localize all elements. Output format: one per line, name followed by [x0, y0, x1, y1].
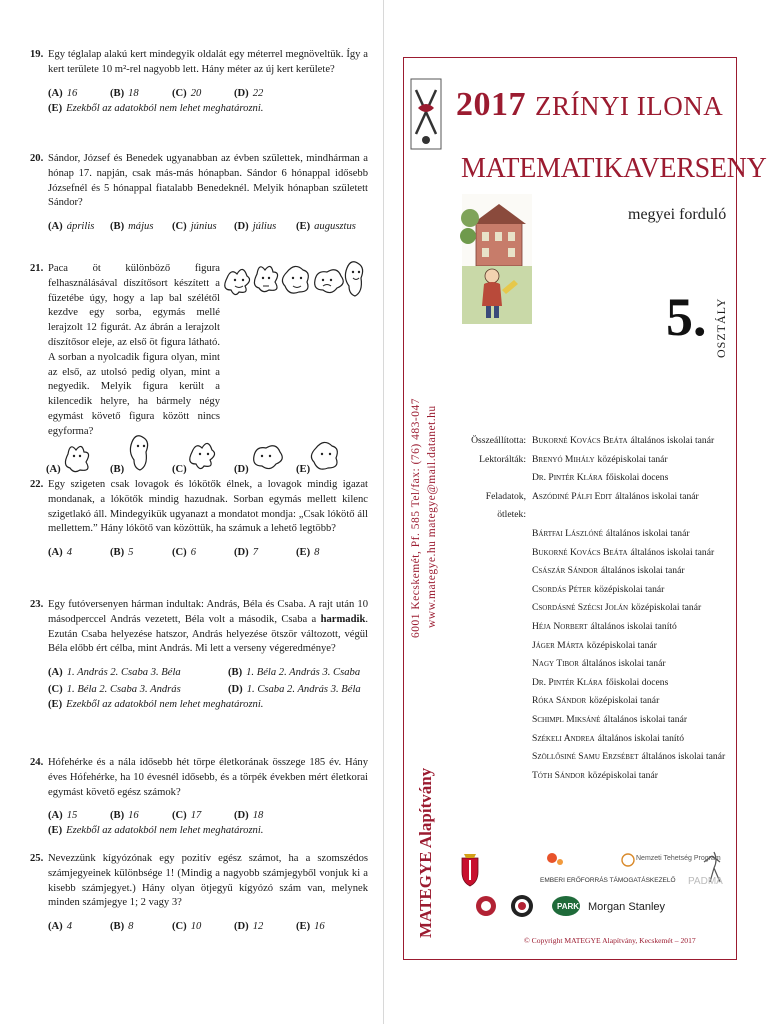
answer-b: (B) 18: [110, 87, 139, 99]
answer-options: [48, 809, 368, 839]
figure-1: [225, 269, 250, 294]
svg-text:Nemzeti Tehetség Program: Nemzeti Tehetség Program: [636, 855, 721, 862]
answer-e: (E) Ezekből az adatokból nem lehet meghatározni.: [48, 102, 264, 114]
problem-text: Hófehérke és a nála idősebb hét törpe életkorának összege 185 év. Hány éves Hófehérke, ha 10 évesnél idősebb, és a törpék években mért életkorai egymást követő egész számok?: [48, 757, 368, 798]
answer-b: (B) 8: [110, 921, 134, 933]
problem-23: [30, 598, 368, 713]
problem-number: 20.: [30, 153, 44, 164]
answer-a: (A) 16: [48, 87, 78, 99]
problem-25: [30, 852, 368, 935]
option-label-b: (B): [110, 464, 125, 475]
cover-title: [456, 86, 723, 124]
credit-row: Lektorálták: Brenyó Mihály középiskolai tanár: [479, 453, 668, 465]
option-label-d: (D): [234, 464, 249, 475]
problem-text: Nevezzünk kígyózónak egy pozitív egész számot, ha a szomszédos számjegyeinek különbsége 1! (Mindig a nagyobb számjegyből vonjuk ki a kisebb számjegyet.) Hány olyan ötjegyű kígyózó szám van, melynek minden számjegye 1; 2 vagy 3?: [48, 853, 368, 909]
answer-d: (D) július: [234, 221, 277, 233]
figure-options-svg: [48, 432, 368, 478]
figure-2: [254, 266, 277, 291]
svg-text:EMBERI ERŐFORRÁS TÁMOGATÁSKEZE: EMBERI ERŐFORRÁS TÁMOGATÁSKEZELŐ: [540, 877, 676, 884]
problem-19: [30, 48, 368, 117]
problem-20: [30, 152, 368, 235]
credit-row: Bártfai Lászlóné általános iskolai tanár: [532, 527, 690, 539]
answer-c: (C) június: [172, 221, 217, 233]
credit-row: Jáger Márta középiskolai tanár: [532, 639, 657, 651]
answer-e: (E) 16: [296, 921, 325, 933]
credit-row: Összeállította: Bukorné Kovács Beáta általános iskolai tanár: [471, 435, 715, 446]
problem-number: 23.: [30, 599, 44, 610]
copyright-text: © Copyright MATEGYE Alapítvány, Kecskemét – 2017: [524, 936, 696, 945]
credit-row: Nagy Tibor általános iskolai tanár: [532, 658, 666, 670]
option-figure-c: [190, 443, 215, 468]
credit-row: Császár Sándor általános iskolai tanár: [532, 565, 685, 577]
credit-row: Dr. Pintér Klára főiskolai docens: [532, 676, 669, 688]
credit-row: Csordásné Szécsi Jolán középiskolai tanár: [532, 602, 702, 614]
answer-e: (E) Ezekből az adatokból nem lehet meghatározni.: [48, 698, 264, 710]
coat-of-arms-icon: [462, 854, 478, 886]
option-label-c: (C): [172, 464, 187, 475]
answer-d: (D) 12: [234, 921, 264, 933]
problem-number: 24.: [30, 757, 44, 768]
option-figure-d: [254, 446, 283, 469]
problem-22: [30, 478, 368, 561]
credit-row: Székeli Andrea általános iskolai tanító: [532, 732, 685, 744]
answer-b: (B) 1. Béla 2. András 3. Csaba: [228, 667, 361, 679]
morgan-stanley-logo: Morgan Stanley: [588, 901, 666, 913]
cover-year: 2017: [456, 86, 526, 123]
problem-text: Sándor, József és Benedek ugyanabban az évben születtek, mindhárman a hónap 17. napján, csak más-más hónapban. Sándor 6 hónappal idősebb Józsefnél és 5 hónappal fiatalabb Benedeknél. Melyik hónapban született Sándor?: [48, 153, 368, 209]
figure-sequence: [223, 258, 368, 308]
credits-list: [464, 432, 734, 785]
vertical-web: www.mategye.hu mategye@mail.datanet.hu: [426, 405, 438, 628]
answer-b: (B) 16: [110, 810, 139, 822]
mategye-logo-icon: [410, 78, 442, 150]
grade-label: OSZTÁLY: [714, 297, 728, 358]
school-illustration: [462, 194, 532, 324]
answer-options: [48, 546, 368, 561]
problem-text: Egy futóversenyen hárman indultak: András, Béla és Csaba. A rajt után 10 másodperccel András vezetett, Béla volt a második, Csaba a harmadik. Ezután Csaba helyezése hatszor, András helyezése ötször változott, végül Béla előbb ért célba, mint András. Mi lett a verseny végeredménye?: [48, 599, 368, 655]
credit-row: Csordás Péter középiskolai tanár: [532, 583, 665, 595]
answer-b: (B) 5: [110, 547, 134, 559]
answer-d: (D) 22: [234, 87, 264, 99]
park-logo-icon: [552, 896, 580, 916]
answer-options: [48, 920, 368, 935]
answer-e: (E) Ezekből az adatokból nem lehet meghatározni.: [48, 825, 264, 837]
problem-number: 19.: [30, 49, 44, 60]
answer-options: [48, 87, 368, 117]
option-figure-e: [311, 442, 337, 469]
answer-c: (C) 6: [172, 547, 197, 559]
credit-row: Bukorné Kovács Beáta általános iskolai tanár: [532, 546, 715, 558]
problem-number: 21.: [30, 263, 44, 274]
answer-a: (A) 4: [48, 921, 73, 933]
answer-options: [48, 220, 368, 235]
sponsor-logos: [456, 848, 734, 928]
grade-number: 5.: [666, 287, 707, 347]
figure-answer-options: [48, 432, 368, 483]
credit-row: Szöllősiné Samu Erzsébet általános iskolai tanár: [532, 751, 726, 763]
cover-title-b: MATEMATIKAVERSENY: [461, 153, 767, 184]
black-circle-logo-icon: [511, 895, 533, 917]
credit-row: Tóth Sándor középiskolai tanár: [532, 769, 658, 781]
answer-c: (C) 1. Béla 2. Csaba 3. András: [48, 683, 181, 695]
answer-e: (E) augusztus: [296, 221, 356, 233]
problem-number: 25.: [30, 853, 44, 864]
answer-a: (A) április: [48, 221, 95, 233]
problem-text: Egy téglalap alakú kert mindegyik oldalát egy méterrel megnöveltük. Így a kert területe 10 m²-rel nagyobb lett. Hány méter az új kert kerülete?: [48, 49, 368, 75]
credit-row: Dr. Pintér Klára főiskolai docens: [532, 472, 669, 484]
credit-row: Róka Sándor középiskolai tanár: [532, 695, 660, 707]
vertical-org-name: MATEGYE Alapítvány: [416, 767, 435, 938]
answer-e: (E) 8: [296, 547, 320, 559]
problem-21: [30, 262, 220, 440]
padma-logo-text: PADMA: [688, 876, 723, 887]
figure-4: [315, 270, 344, 293]
problem-text: Egy szigeten csak lovagok és lókötők élnek, a lovagok mindig igazat mondanak, a lókötők mindig hazudnak. Sorban egymás mellett kilenc szigetlakó áll. Mindegyikük ugyanazt a mondatot mondja: „Csak lókötő áll mellettem.” Hány lókötő van közöttük, ha számuk a lehető legtöbb?: [48, 479, 368, 535]
figure-3: [282, 266, 308, 293]
credit-row: Héja Norbert általános iskolai tanító: [532, 620, 677, 632]
cover-title-a: ZRÍNYI ILONA: [535, 91, 724, 121]
answer-d: (D) 7: [234, 547, 259, 559]
answer-a: (A) 15: [48, 810, 78, 822]
red-circle-logo-icon: [476, 896, 496, 916]
credit-row: Feladatok, ötletek: Aszódiné Pálfi Edit általános iskolai tanár: [485, 490, 699, 521]
problem-text: Paca öt különböző figura felhasználásával díszítősort készített a füzetébe úgy, hogy a lap bal szélétől kezdve egy sorba, egymás mellé lerajzolt 12 figurát. Az ábrán a lerajzolt díszítősor eleje, az első öt figura látható. A sorban a nyolcadik figura olyan, mint az első, az utolsó pedig olyan, mint a negyedik. Melyik figura került a kilencedik helyre, ha bármely négy egymást követő figura között nincs egyforma?: [48, 263, 220, 437]
cover-subtitle: megyei forduló: [628, 206, 727, 223]
problem-24: [30, 756, 368, 839]
answer-c: (C) 10: [172, 921, 202, 933]
cover-page: [403, 57, 767, 960]
answer-c: (C) 17: [172, 810, 202, 822]
answer-b: (B) május: [110, 221, 154, 233]
problem-number: 22.: [30, 479, 44, 490]
vertical-address: 6001 Kecskemét, Pf. 585 Tel/fax: (76) 483-047: [410, 398, 422, 638]
page-fold: [383, 0, 384, 1024]
svg-text:PARK: PARK: [557, 902, 580, 911]
answer-d: (D) 1. Csaba 2. András 3. Béla: [228, 683, 361, 695]
option-figure-b: [130, 436, 147, 470]
option-label-e: (E): [296, 464, 311, 475]
option-figure-a: [65, 446, 88, 471]
credit-row: Schimpl Miksáné általános iskolai tanár: [532, 713, 688, 725]
answer-d: (D) 18: [234, 810, 264, 822]
answer-a: (A) 4: [48, 547, 73, 559]
option-label-a: (A): [46, 464, 61, 475]
answer-c: (C) 20: [172, 87, 202, 99]
answer-a: (A) 1. András 2. Csaba 3. Béla: [48, 667, 181, 679]
answer-options: [48, 666, 368, 713]
